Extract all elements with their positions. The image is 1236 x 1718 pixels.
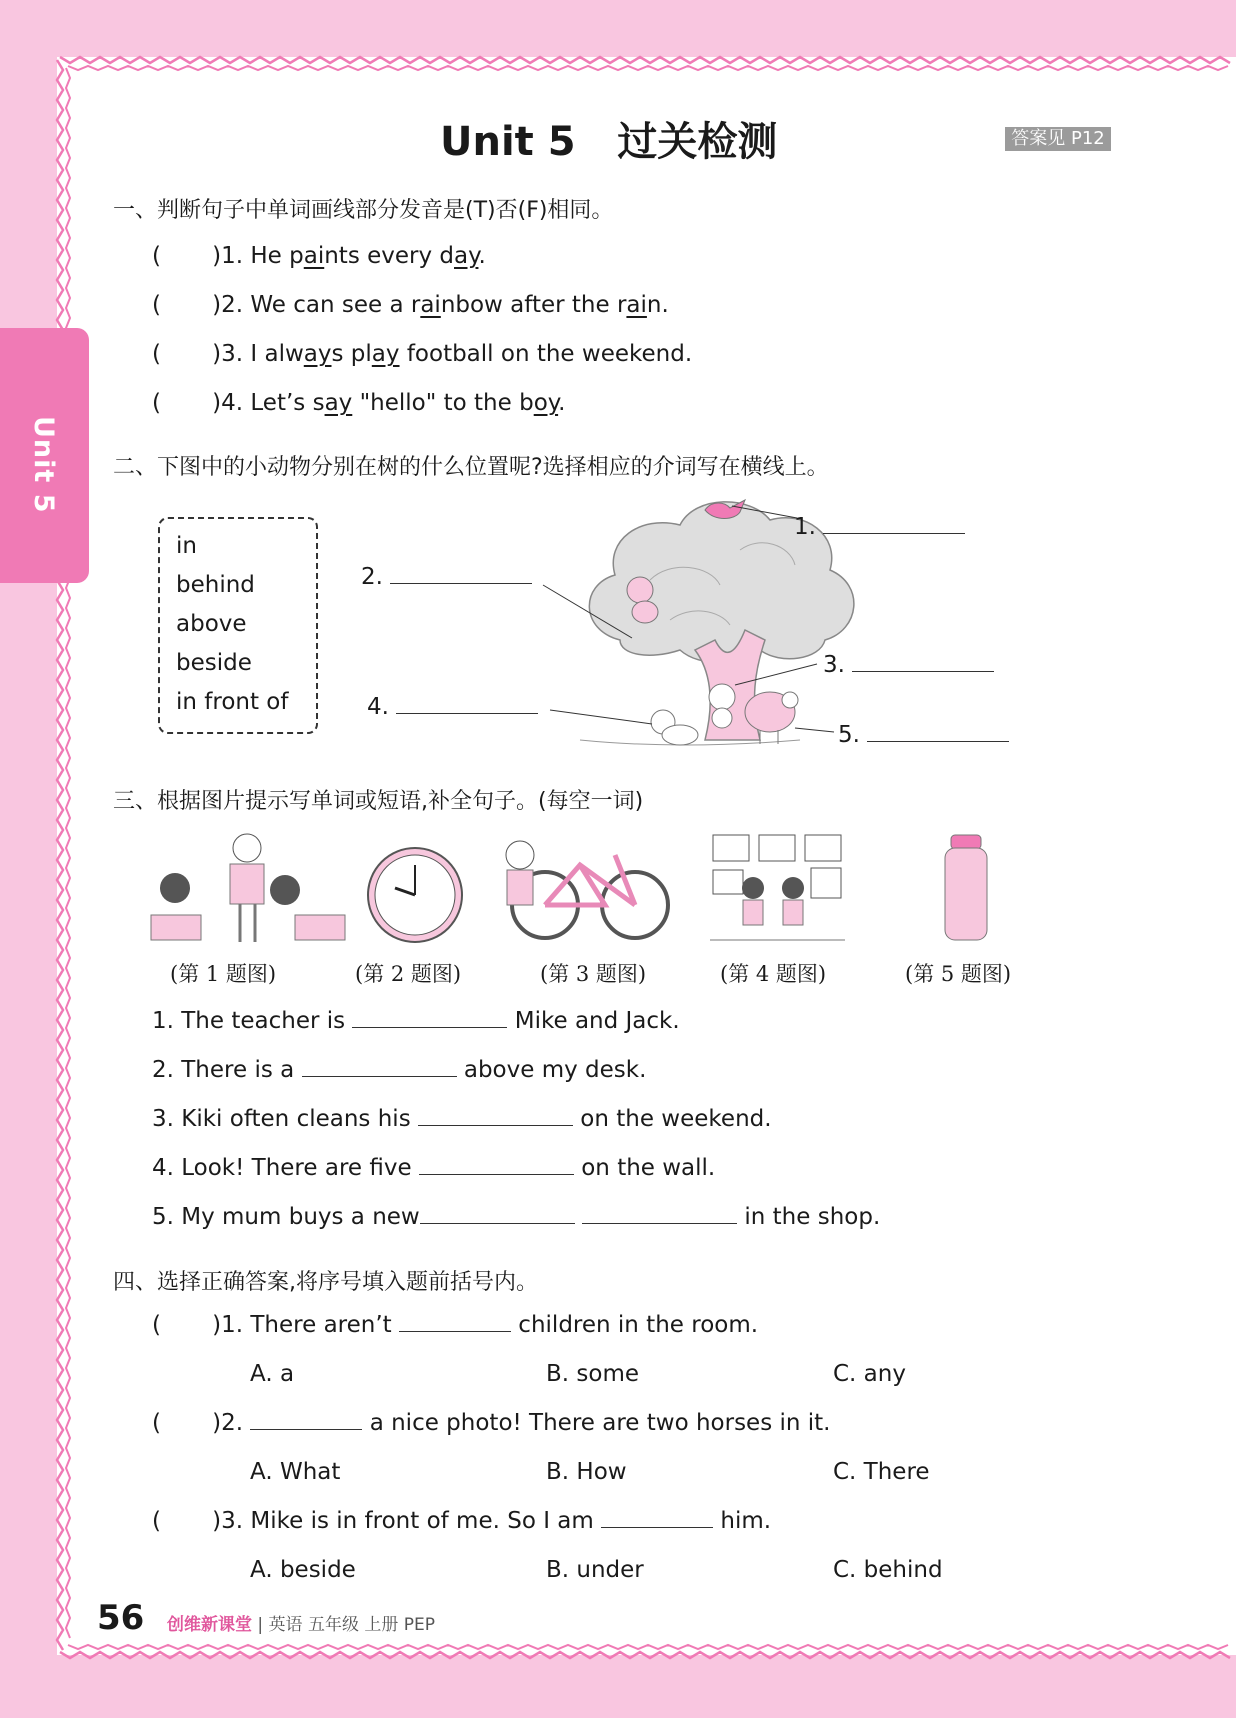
s4-question-1: ( )1. There aren’t children in the room. bbox=[152, 1312, 759, 1338]
s4q1-option-c: C. any bbox=[833, 1361, 906, 1387]
blank-5 bbox=[838, 722, 1009, 748]
s3s1-pre: 1. The teacher is bbox=[152, 1008, 353, 1034]
blank-4 bbox=[367, 694, 538, 720]
blank-line[interactable] bbox=[396, 712, 538, 714]
word-bank-item: beside bbox=[176, 650, 252, 676]
page-number: 56 bbox=[97, 1598, 145, 1638]
word-bank-item: in bbox=[176, 533, 197, 559]
water-bottle-icon bbox=[945, 835, 987, 940]
footer-info: | 英语 五年级 上册 PEP bbox=[257, 1615, 435, 1635]
blank-line[interactable] bbox=[390, 582, 532, 584]
photos-wall-icon bbox=[710, 835, 845, 940]
cat-icon bbox=[651, 710, 698, 745]
s1q1-mid: nts every d bbox=[324, 243, 455, 269]
s1q3-post: football on the weekend. bbox=[399, 341, 693, 367]
blank-line[interactable] bbox=[418, 1124, 573, 1126]
blank-label: 3. bbox=[823, 652, 845, 678]
s3s4-pre: 4. Look! There are five bbox=[152, 1155, 419, 1181]
s4q2-pre: )2. bbox=[212, 1410, 251, 1436]
s1q1-underline-1: ai bbox=[303, 243, 325, 269]
blank-label: 5. bbox=[838, 722, 860, 748]
word-bank-box bbox=[158, 517, 318, 734]
s3s3-pre: 3. Kiki often cleans his bbox=[152, 1106, 418, 1132]
s4-question-3: ( )3. Mike is in front of me. So I am him. bbox=[152, 1508, 772, 1534]
s1q1-underline-2: ay bbox=[454, 243, 479, 269]
s3-sentence-3 bbox=[152, 1106, 772, 1132]
s1q1-pre: )1. He p bbox=[212, 243, 304, 269]
s1q4-pre: )4. Let’s s bbox=[212, 390, 325, 416]
s3s2-pre: 2. There is a bbox=[152, 1057, 302, 1083]
blank-line[interactable] bbox=[302, 1075, 457, 1077]
blank-line[interactable] bbox=[420, 1222, 575, 1224]
blank-1 bbox=[794, 514, 965, 540]
caption-4: (第 4 题图) bbox=[720, 962, 827, 986]
s1q3-mid: s pl bbox=[331, 341, 372, 367]
s1q4-post: . bbox=[558, 390, 566, 416]
s4-question-2: ( )2. a nice photo! There are two horses in it. bbox=[152, 1410, 831, 1436]
s3-sentence-5 bbox=[152, 1204, 880, 1230]
s1q2-mid: nbow after the r bbox=[440, 292, 627, 318]
classroom-icon bbox=[151, 834, 345, 942]
side-tab bbox=[0, 328, 89, 583]
blank-line[interactable] bbox=[601, 1526, 713, 1528]
answer-reference-badge: 答案见 P12 bbox=[1005, 127, 1111, 151]
s4q3-option-b: B. under bbox=[546, 1557, 644, 1583]
blank-label: 2. bbox=[361, 564, 383, 590]
blank-line[interactable] bbox=[867, 740, 1009, 742]
word-bank-item: behind bbox=[176, 572, 255, 598]
s1-question-1: ( )1. He paints every day. bbox=[152, 243, 486, 269]
blank-line[interactable] bbox=[852, 670, 994, 672]
s4q1-pre: )1. There aren’t bbox=[212, 1312, 399, 1338]
s1q3-pre: )3. I alw bbox=[212, 341, 304, 367]
bike-icon bbox=[506, 841, 668, 938]
section4-heading: 四、选择正确答案,将序号填入题前括号内。 bbox=[113, 1270, 538, 1295]
s4q2-option-b: B. How bbox=[546, 1459, 627, 1485]
caption-1: (第 1 题图) bbox=[170, 962, 277, 986]
s1-question-3: ( )3. I always play football on the weekend. bbox=[152, 341, 693, 367]
s3s5-pre: 5. My mum buys a new bbox=[152, 1204, 420, 1230]
s1q4-underline-2: oy bbox=[533, 390, 559, 416]
s4q3-pre: )3. Mike is in front of me. So I am bbox=[212, 1508, 602, 1534]
s1q4-mid: "hello" to the b bbox=[352, 390, 534, 416]
s3s5-post: in the shop. bbox=[737, 1204, 881, 1230]
s4q3-post: him. bbox=[713, 1508, 772, 1534]
s1-question-4: ( )4. Let’s say "hello" to the boy. bbox=[152, 390, 566, 416]
blank-line[interactable] bbox=[399, 1330, 511, 1332]
caption-5: (第 5 题图) bbox=[905, 962, 1012, 986]
leader-line-4 bbox=[550, 710, 652, 724]
s1q3-underline-2: ay bbox=[371, 341, 400, 367]
section3-heading: 三、根据图片提示写单词或短语,补全句子。(每空一词) bbox=[113, 789, 644, 814]
blank-line[interactable] bbox=[582, 1222, 737, 1224]
s1q2-pre: )2. We can see a r bbox=[212, 292, 421, 318]
section2-heading: 二、下图中的小动物分别在树的什么位置呢?选择相应的介词写在横线上。 bbox=[113, 455, 829, 480]
s4q2-option-c: C. There bbox=[833, 1459, 930, 1485]
s1q3-underline-1: ay bbox=[303, 341, 332, 367]
s3-sentence-4 bbox=[152, 1155, 715, 1181]
blank-2 bbox=[361, 564, 532, 590]
s4q2-option-a: A. What bbox=[250, 1459, 341, 1485]
blank-line[interactable] bbox=[250, 1428, 362, 1430]
s4q3-option-a: A. beside bbox=[250, 1557, 356, 1583]
word-bank-item: above bbox=[176, 611, 247, 637]
footer-text bbox=[167, 1610, 435, 1635]
footer-brand: 创维新课堂 bbox=[167, 1615, 252, 1635]
dog-icon bbox=[709, 684, 735, 728]
blank-label: 1. bbox=[794, 514, 816, 540]
side-tab-label: Unit 5 bbox=[28, 416, 59, 514]
s4q1-option-b: B. some bbox=[546, 1361, 640, 1387]
picture-row bbox=[145, 830, 1045, 950]
s1q4-underline-1: ay bbox=[324, 390, 353, 416]
s3-sentence-2 bbox=[152, 1057, 646, 1083]
s4q1-option-a: A. a bbox=[250, 1361, 295, 1387]
s4q2-post: a nice photo! There are two horses in it. bbox=[362, 1410, 831, 1436]
caption-2: (第 2 题图) bbox=[355, 962, 462, 986]
s3s4-post: on the wall. bbox=[573, 1155, 716, 1181]
s3-sentence-1 bbox=[152, 1008, 680, 1034]
s3s1-post: Mike and Jack. bbox=[507, 1008, 680, 1034]
s4q3-option-c: C. behind bbox=[833, 1557, 943, 1583]
s1q1-post: . bbox=[478, 243, 486, 269]
s3s2-post: above my desk. bbox=[456, 1057, 647, 1083]
blank-line[interactable] bbox=[823, 532, 965, 534]
s1q2-underline-2: ai bbox=[626, 292, 647, 318]
word-bank-item: in front of bbox=[176, 689, 289, 715]
clock-icon bbox=[368, 848, 462, 942]
s1-question-2: ( )2. We can see a rainbow after the rain. bbox=[152, 292, 669, 318]
caption-3: (第 3 题图) bbox=[540, 962, 647, 986]
s1q2-underline-1: ai bbox=[420, 292, 441, 318]
blank-label: 4. bbox=[367, 694, 389, 720]
s3s3-post: on the weekend. bbox=[572, 1106, 772, 1132]
section1-heading: 一、判断句子中单词画线部分发音是(T)否(F)相同。 bbox=[113, 198, 614, 223]
s1q2-post: n. bbox=[646, 292, 669, 318]
s4q1-post: children in the room. bbox=[511, 1312, 759, 1338]
blank-3 bbox=[823, 652, 994, 678]
blank-line[interactable] bbox=[419, 1173, 574, 1175]
blank-line[interactable] bbox=[352, 1026, 507, 1028]
leader-line-5 bbox=[795, 728, 834, 732]
page-title: Unit 5 过关检测 bbox=[440, 119, 778, 165]
